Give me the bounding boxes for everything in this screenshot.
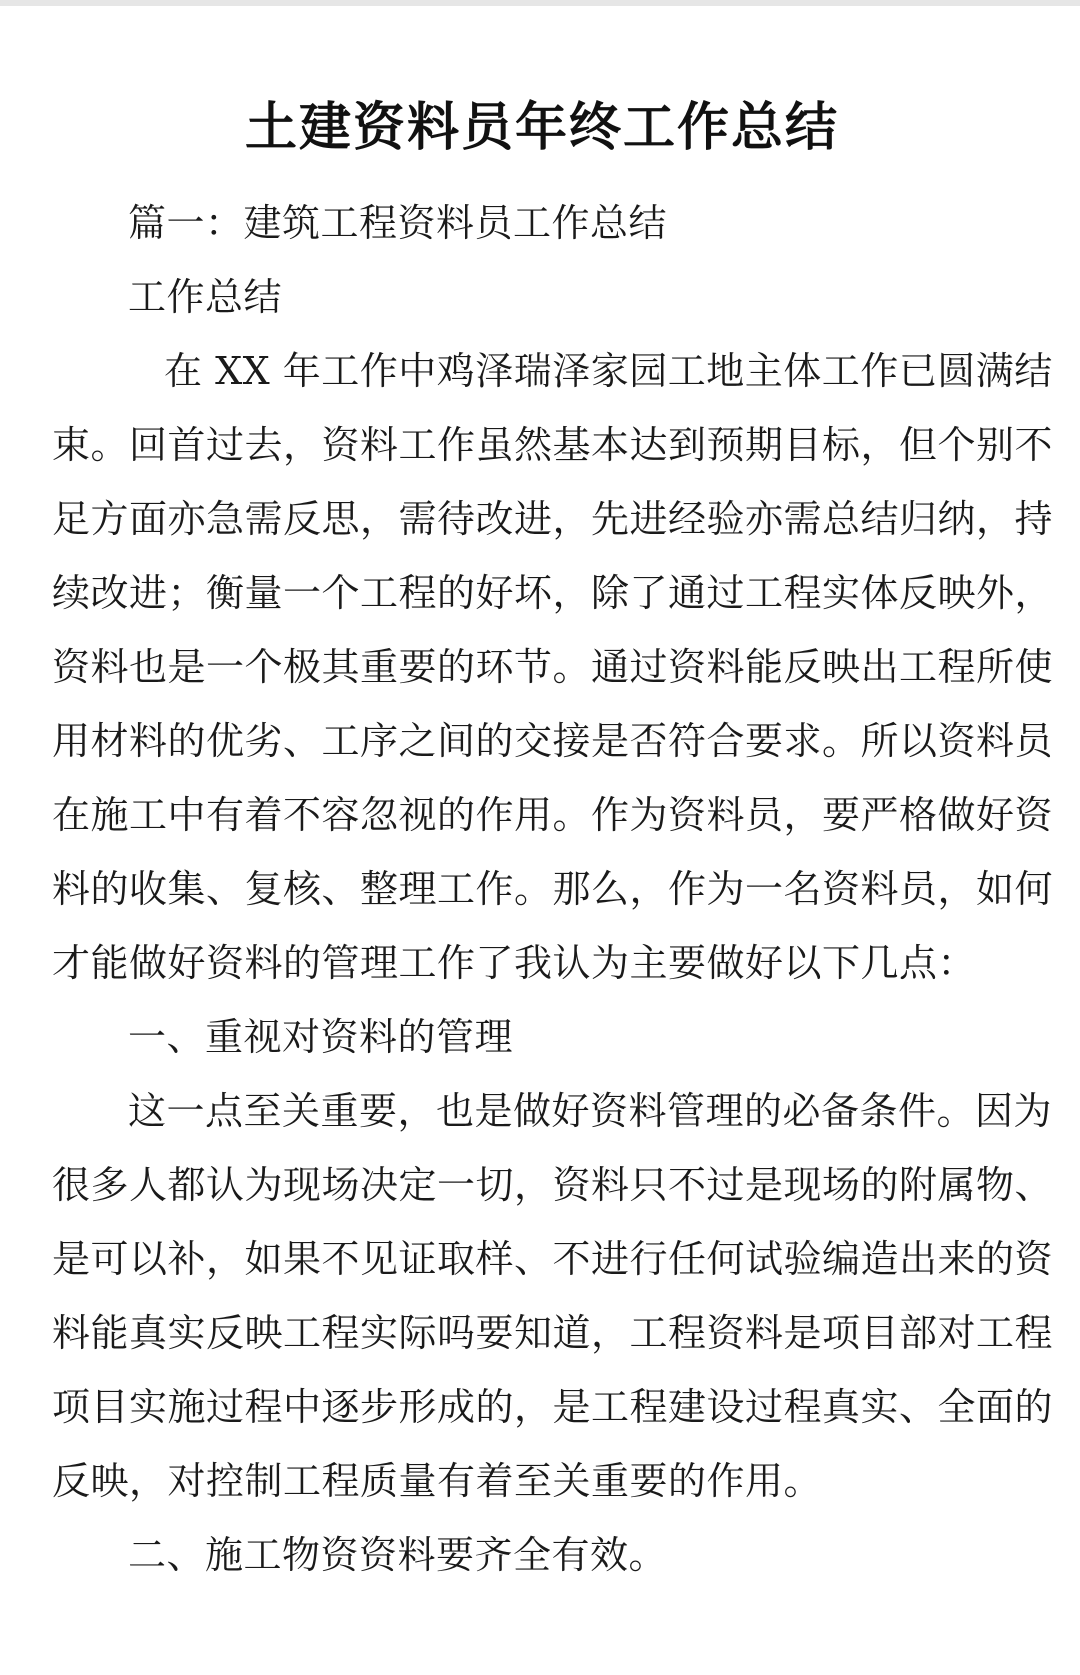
paragraph-line: 用材料的优劣、工序之间的交接是否符合要求。所以资料员 bbox=[52, 719, 1054, 763]
paragraph-line: 这一点至关重要，也是做好资料管理的必备条件。因为 bbox=[128, 1089, 1053, 1133]
paragraph-line: 束。回首过去，资料工作虽然基本达到预期目标，但个别不 bbox=[52, 423, 1054, 467]
paragraph-line: 资料也是一个极其重要的环节。通过资料能反映出工程所使 bbox=[52, 645, 1054, 689]
document-page bbox=[52, 80, 1054, 1592]
section-heading-1: 篇一：建筑工程资料员工作总结 bbox=[128, 201, 668, 245]
paragraph-line: 足方面亦急需反思，需待改进，先进经验亦需总结归纳，持 bbox=[52, 497, 1054, 541]
paragraph-line: 很多人都认为现场决定一切，资料只不过是现场的附属物、 bbox=[52, 1163, 1054, 1207]
paragraph-line: 反映，对控制工程质量有着至关重要的作用。 bbox=[52, 1459, 823, 1503]
list-heading-2: 二、施工物资资料要齐全有效。 bbox=[128, 1533, 668, 1577]
paragraph-line: 在 XX 年工作中鸡泽瑞泽家园工地主体工作已圆满结 bbox=[164, 349, 1053, 393]
top-divider bbox=[0, 0, 1080, 6]
document-title: 土建资料员年终工作总结 bbox=[244, 98, 839, 158]
subheading: 工作总结 bbox=[128, 275, 283, 319]
paragraph-line: 在施工中有着不容忽视的作用。作为资料员，要严格做好资 bbox=[52, 793, 1054, 837]
paragraph-line: 是可以补，如果不见证取样、不进行任何试验编造出来的资 bbox=[52, 1237, 1054, 1281]
paragraph-line: 料能真实反映工程实际吗要知道，工程资料是项目部对工程 bbox=[52, 1311, 1054, 1355]
paragraph-line: 才能做好资料的管理工作了我认为主要做好以下几点： bbox=[52, 941, 977, 985]
paragraph-line: 料的收集、复核、整理工作。那么，作为一名资料员，如何 bbox=[52, 867, 1054, 911]
list-heading-1: 一、重视对资料的管理 bbox=[128, 1015, 514, 1059]
paragraph-line: 项目实施过程中逐步形成的，是工程建设过程真实、全面的 bbox=[52, 1385, 1054, 1429]
paragraph-line: 续改进；衡量一个工程的好坏，除了通过工程实体反映外， bbox=[52, 571, 1054, 615]
